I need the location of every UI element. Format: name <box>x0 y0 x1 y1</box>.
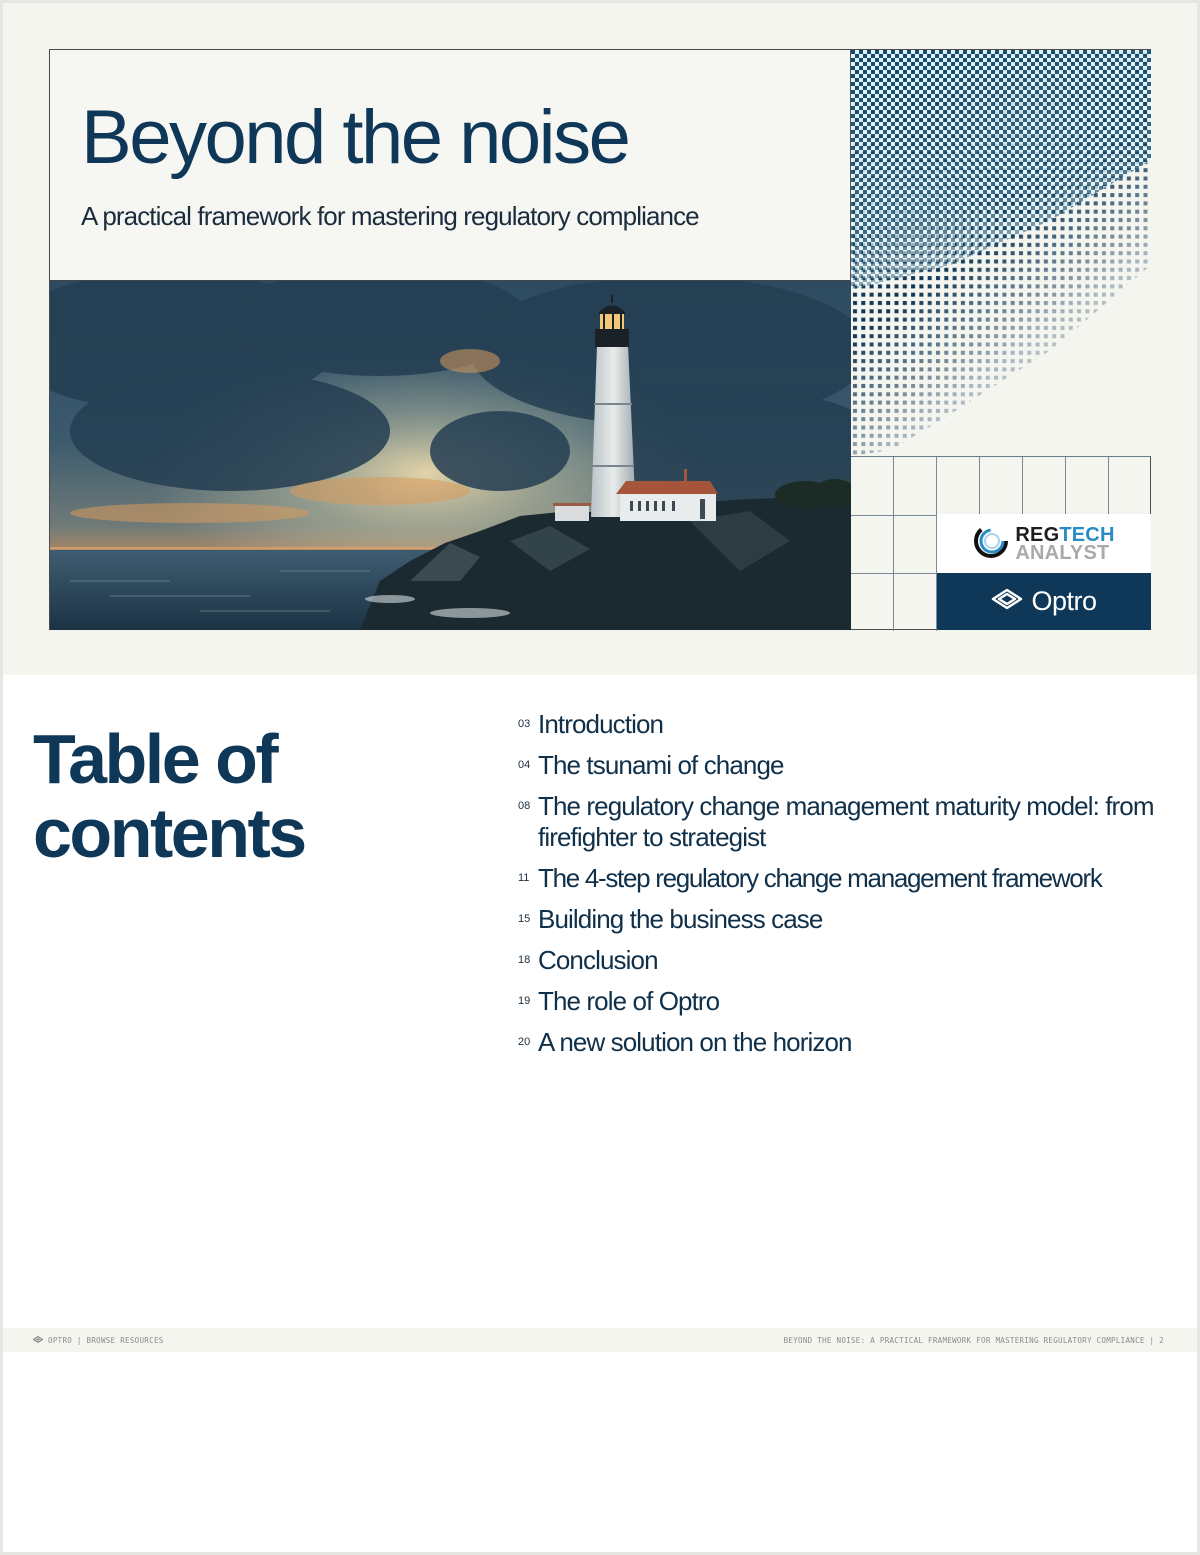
optro-eye-icon <box>991 588 1023 615</box>
regtech-word-tech: TECH <box>1059 523 1115 546</box>
toc-item-maturity-model[interactable] <box>518 791 1178 853</box>
cover-panel <box>49 49 1151 630</box>
toc-heading-line2: contents <box>33 794 305 872</box>
toc-page-number: 04 <box>518 759 531 771</box>
toc-page-number: 18 <box>518 954 531 966</box>
toc-heading <box>33 722 305 870</box>
toc-heading-line1: Table of <box>33 720 277 798</box>
toc-item-4-step-framework[interactable] <box>518 863 1178 894</box>
toc-item-label[interactable]: The regulatory change management maturity model: from firefighter to strategist <box>538 791 1154 852</box>
toc-page-number: 19 <box>518 995 531 1007</box>
toc-item-label[interactable]: A new solution on the horizon <box>538 1027 852 1057</box>
toc-item-business-case[interactable] <box>518 904 1178 935</box>
cover-title: Beyond the noise <box>81 95 629 180</box>
toc-page-number: 11 <box>518 872 530 884</box>
regtech-word-analyst: ANALYST <box>1015 541 1110 564</box>
footer-browse-resources-link[interactable]: OPTRO | BROWSE RESOURCES <box>48 1336 164 1345</box>
toc-item-label[interactable]: Conclusion <box>538 945 658 975</box>
regtech-word-reg: REG <box>1015 523 1060 546</box>
toc-item-label[interactable]: The role of Optro <box>538 986 720 1016</box>
toc-item-role-of-optro[interactable] <box>518 986 1178 1017</box>
toc-item-label[interactable]: The 4-step regulatory change management framework <box>538 863 1102 893</box>
regtech-ring-icon <box>973 523 1009 564</box>
toc-item-conclusion[interactable] <box>518 945 1178 976</box>
toc-page-number: 20 <box>518 1036 531 1048</box>
optro-eye-icon <box>33 1336 43 1345</box>
page-footer <box>3 1328 1197 1352</box>
toc-page-number: 15 <box>518 913 531 925</box>
title-block <box>50 50 851 281</box>
optro-wordmark: Optro <box>1031 586 1097 616</box>
toc-page-number: 03 <box>518 718 531 730</box>
toc-item-new-solution[interactable] <box>518 1027 1178 1058</box>
toc-item-introduction[interactable] <box>518 709 1178 740</box>
toc-item-label[interactable]: Introduction <box>538 709 664 739</box>
pixel-dot-pattern <box>851 50 1151 456</box>
toc-item-tsunami-of-change[interactable] <box>518 750 1178 781</box>
cover-subtitle: A practical framework for mastering regulatory compliance <box>81 201 699 231</box>
footer-doc-title-page: BEYOND THE NOISE: A PRACTICAL FRAMEWORK FOR MASTERING REGULATORY COMPLIANCE | 2 <box>783 1336 1164 1345</box>
footer-left <box>33 1336 164 1345</box>
toc-list <box>518 709 1178 1068</box>
optro-logo <box>937 573 1151 630</box>
toc-page-number: 08 <box>518 800 531 812</box>
toc-item-label[interactable]: Building the business case <box>538 904 823 934</box>
toc-item-label[interactable]: The tsunami of change <box>538 750 784 780</box>
regtech-analyst-logo <box>937 514 1151 573</box>
hero-image-lighthouse <box>50 281 851 630</box>
